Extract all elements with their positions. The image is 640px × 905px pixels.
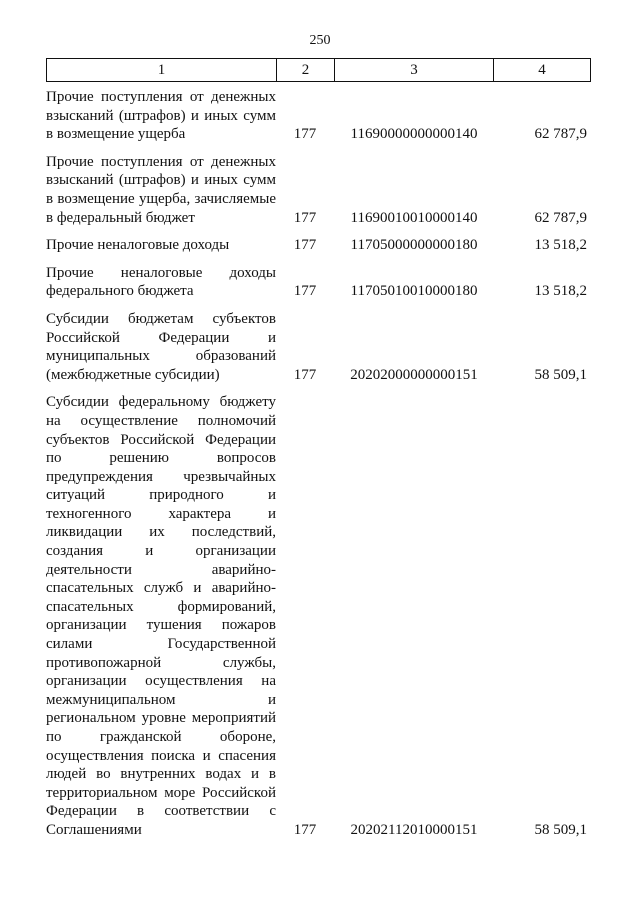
row-name: Прочие неналоговые доходы федерального бюджета bbox=[46, 264, 276, 300]
row-budget-code: 11690010010000140 bbox=[350, 209, 478, 226]
table-row bbox=[46, 236, 591, 255]
table-row bbox=[46, 153, 591, 227]
row-admin-code: 177 bbox=[293, 126, 317, 143]
page-number: 250 bbox=[309, 33, 331, 48]
row-amount: 62 787,9 bbox=[534, 209, 587, 226]
row-admin-code: 177 bbox=[293, 366, 317, 383]
row-budget-code: 11690000000000140 bbox=[350, 126, 478, 143]
row-amount: 13 518,2 bbox=[534, 237, 587, 254]
row-amount: 58 509,1 bbox=[534, 821, 587, 838]
table-row bbox=[46, 310, 591, 384]
row-budget-code: 11705010010000180 bbox=[350, 283, 478, 300]
header-col-3: 3 bbox=[334, 59, 493, 81]
row-amount: 58 509,1 bbox=[534, 366, 587, 383]
header-col-2: 2 bbox=[276, 59, 334, 81]
row-name: Субсидии федеральному бюджету на осуществление полномочий субъектов Российской Федерации по решению вопросов предупреждения чрезвычайных ситуаций природного и техногенного характера и ликвидации их последствий, создания и организации деятельности аварийно-спасательных служб и аварийно-спасательных формирований, организации тушения пожаров силами Государственной противопожарной службы, организации осуществления на межмуниципальном и региональном уровне мероприятий по гражданской обороне, осуществления поиска и спасения людей во внутренних водах и в территориальном море Российской Федерации в соответствии с Соглашениями bbox=[46, 394, 276, 838]
row-amount: 62 787,9 bbox=[534, 126, 587, 143]
row-name: Прочие поступления от денежных взысканий (штрафов) и иных сумм в возмещение ущерба, зачисляемые в федеральный бюджет bbox=[46, 153, 276, 226]
row-name: Прочие поступления от денежных взысканий (штрафов) и иных сумм в возмещение ущерба bbox=[46, 89, 276, 143]
row-amount: 13 518,2 bbox=[534, 283, 587, 300]
table-row bbox=[46, 264, 591, 301]
row-budget-code: 11705000000000180 bbox=[350, 237, 478, 254]
row-admin-code: 177 bbox=[293, 209, 317, 226]
row-admin-code: 177 bbox=[293, 237, 317, 254]
table-row bbox=[46, 88, 591, 144]
table-row bbox=[46, 393, 591, 839]
row-admin-code: 177 bbox=[293, 283, 317, 300]
row-name: Прочие неналоговые доходы bbox=[46, 237, 230, 254]
row-name: Субсидии бюджетам субъектов Российской Федерации и муниципальных образований (межбюджетные субсидии) bbox=[46, 310, 276, 383]
header-col-1: 1 bbox=[157, 61, 166, 78]
table-header bbox=[46, 58, 591, 82]
row-admin-code: 177 bbox=[293, 821, 317, 838]
header-col-4: 4 bbox=[493, 59, 590, 81]
row-budget-code: 20202112010000151 bbox=[350, 821, 478, 838]
row-budget-code: 20202000000000151 bbox=[350, 366, 478, 383]
table-body bbox=[46, 88, 591, 849]
